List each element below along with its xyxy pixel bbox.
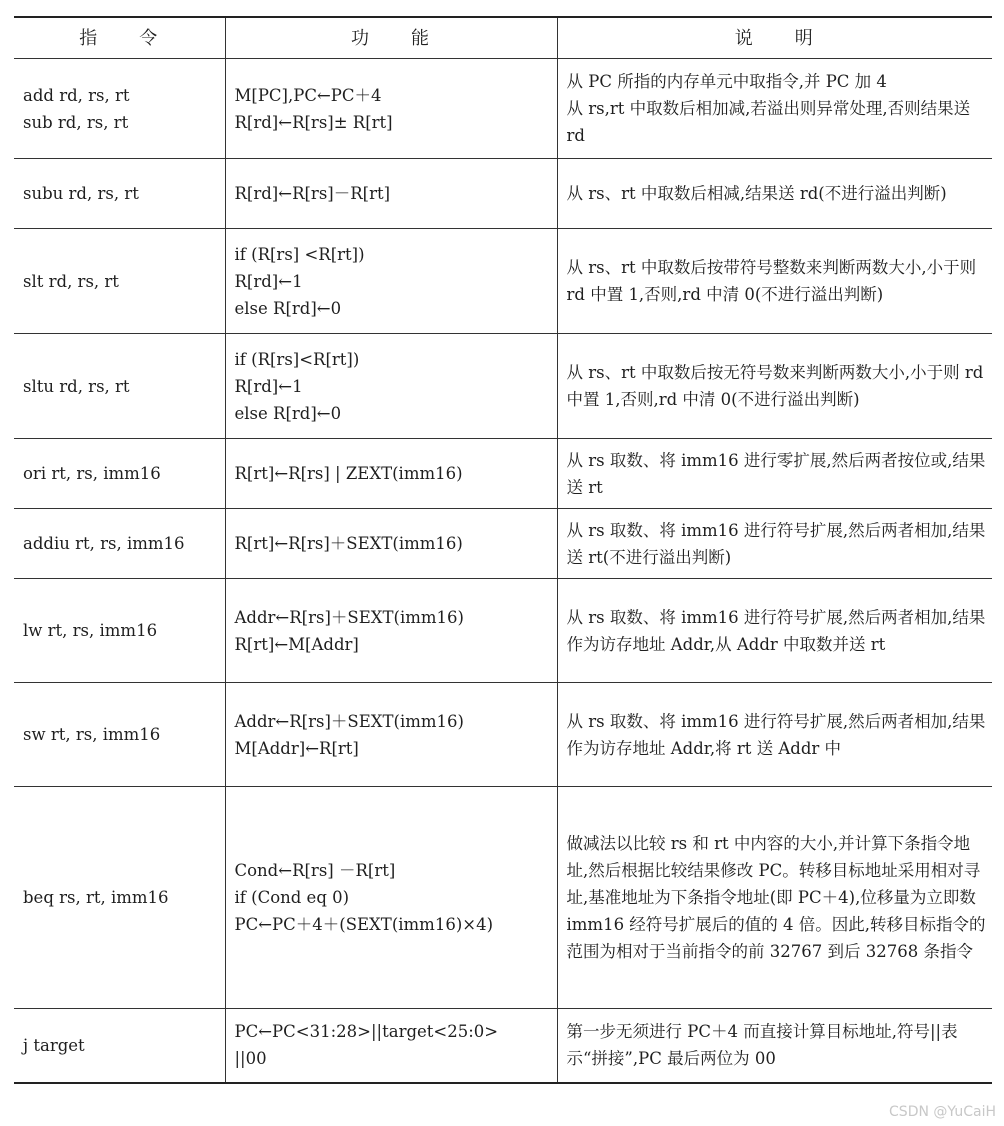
table-row: [14, 509, 992, 579]
instruction-cell: [14, 509, 225, 579]
table-row: [14, 229, 992, 334]
description-text: 从 PC 所指的内存单元中取指令,并 PC 加 4: [566, 72, 887, 91]
function-line: Addr←R[rs]＋SEXT(imm16): [234, 711, 464, 731]
description-text: 从 rs,rt 中取数后相加减,若溢出则异常处理,否则结果送 rd: [566, 99, 971, 145]
function-cell: [225, 229, 557, 334]
instruction-cell: [14, 229, 225, 334]
function-cell: [225, 59, 557, 159]
instruction-line: sub rd, rs, rt: [23, 112, 129, 132]
function-line: M[Addr]←R[rt]: [234, 738, 359, 758]
description-text: 从 rs、rt 中取数后相减,结果送 rd(不进行溢出判断): [566, 184, 947, 203]
table-row: [14, 683, 992, 787]
instruction-line: subu rd, rs, rt: [23, 184, 139, 203]
instruction-cell: [14, 334, 225, 439]
description-cell: [557, 334, 992, 439]
instruction-cell: [14, 439, 225, 509]
description-text: 做减法以比较 rs 和 rt 中内容的大小,并计算下条指令地址,然后根据比较结果修改 PC。转移目标地址采用相对寻址,基准地址为下条指令地址(即 PC＋4),位移量为立即数 imm16 经符号扩展后的值的 4 倍。因此,转移目标指令的范围为相对于当前指令的前 32767 到后 32768 条指令: [566, 834, 986, 961]
function-cell: [225, 683, 557, 787]
table-row: [14, 334, 992, 439]
instruction-line: add rd, rs, rt: [23, 85, 130, 105]
description-text: 第一步无须进行 PC＋4 而直接计算目标地址,符号||表示“拼接”,PC 最后两位为 00: [566, 1022, 958, 1069]
description-cell: [557, 439, 992, 509]
function-line: R[rd]←R[rs]－R[rt]: [234, 184, 391, 203]
function-line: else R[rd]←0: [234, 298, 342, 318]
instruction-line: beq rs, rt, imm16: [23, 888, 169, 907]
function-line: R[rd]←R[rs]± R[rt]: [234, 112, 393, 132]
table-row: [14, 579, 992, 683]
description-cell: [557, 787, 992, 1009]
function-line: PC←PC＋4＋(SEXT(imm16)×4): [234, 915, 494, 934]
table-row: [14, 1009, 992, 1083]
function-cell: [225, 439, 557, 509]
function-line: R[rt]←R[rs]＋SEXT(imm16): [234, 534, 463, 553]
instruction-line: j target: [23, 1035, 85, 1055]
description-cell: [557, 1009, 992, 1083]
instruction-line: slt rd, rs, rt: [23, 271, 119, 291]
function-cell: [225, 579, 557, 683]
instruction-cell: [14, 1009, 225, 1083]
description-cell: [557, 59, 992, 159]
function-line: Addr←R[rs]＋SEXT(imm16): [234, 607, 464, 627]
description-text: 从 rs 取数、将 imm16 进行零扩展,然后两者按位或,结果送 rt: [566, 450, 986, 497]
function-line: if (Cond eq 0): [234, 888, 350, 907]
description-text: 从 rs 取数、将 imm16 进行符号扩展,然后两者相加,结果作为访存地址 Addr,将 rt 送 Addr 中: [566, 711, 986, 758]
instruction-table: [14, 16, 992, 1084]
function-line: R[rt]←R[rs] | ZEXT(imm16): [234, 464, 463, 483]
instruction-cell: [14, 579, 225, 683]
header-row: [14, 17, 992, 59]
function-cell: [225, 509, 557, 579]
description-text: 从 rs、rt 中取数后按无符号数来判断两数大小,小于则 rd 中置 1,否则,rd 中清 0(不进行溢出判断): [566, 363, 984, 409]
function-line: R[rd]←1: [234, 271, 303, 291]
description-cell: [557, 509, 992, 579]
table-row: [14, 159, 992, 229]
header-instruction: 指 令: [14, 17, 225, 59]
function-cell: [225, 787, 557, 1009]
function-line: R[rd]←1: [234, 376, 303, 396]
instruction-cell: [14, 787, 225, 1009]
function-line: R[rt]←M[Addr]: [234, 634, 359, 654]
function-cell: [225, 334, 557, 439]
function-cell: [225, 159, 557, 229]
function-line: else R[rd]←0: [234, 403, 342, 423]
description-cell: [557, 229, 992, 334]
function-cell: [225, 1009, 557, 1083]
description-cell: [557, 683, 992, 787]
watermark: CSDN @YuCaiH: [889, 1104, 996, 1120]
header-function: 功 能: [225, 17, 557, 59]
function-line: PC←PC<31:28>||target<25:0>: [234, 1022, 499, 1042]
header-description: 说 明: [557, 17, 992, 59]
table-row: [14, 439, 992, 509]
description-text: 从 rs、rt 中取数后按带符号整数来判断两数大小,小于则 rd 中置 1,否则,rd 中清 0(不进行溢出判断): [566, 258, 977, 304]
description-cell: [557, 579, 992, 683]
instruction-line: sw rt, rs, imm16: [23, 725, 161, 744]
description-text: 从 rs 取数、将 imm16 进行符号扩展,然后两者相加,结果作为访存地址 Addr,从 Addr 中取数并送 rt: [566, 607, 986, 654]
table-row: [14, 787, 992, 1009]
function-line: Cond←R[rs] －R[rt]: [234, 861, 396, 880]
instruction-cell: [14, 159, 225, 229]
instruction-line: sltu rd, rs, rt: [23, 376, 130, 396]
instruction-line: ori rt, rs, imm16: [23, 464, 161, 483]
function-line: ||00: [234, 1049, 267, 1069]
table-row: [14, 59, 992, 159]
instruction-line: addiu rt, rs, imm16: [23, 534, 185, 553]
description-cell: [557, 159, 992, 229]
function-line: if (R[rs] <R[rt]): [234, 244, 365, 264]
instruction-line: lw rt, rs, imm16: [23, 621, 158, 640]
instruction-cell: [14, 59, 225, 159]
function-line: M[PC],PC←PC＋4: [234, 85, 382, 105]
instruction-cell: [14, 683, 225, 787]
function-line: if (R[rs]<R[rt]): [234, 349, 360, 369]
description-text: 从 rs 取数、将 imm16 进行符号扩展,然后两者相加,结果送 rt(不进行溢出判断): [566, 520, 986, 567]
